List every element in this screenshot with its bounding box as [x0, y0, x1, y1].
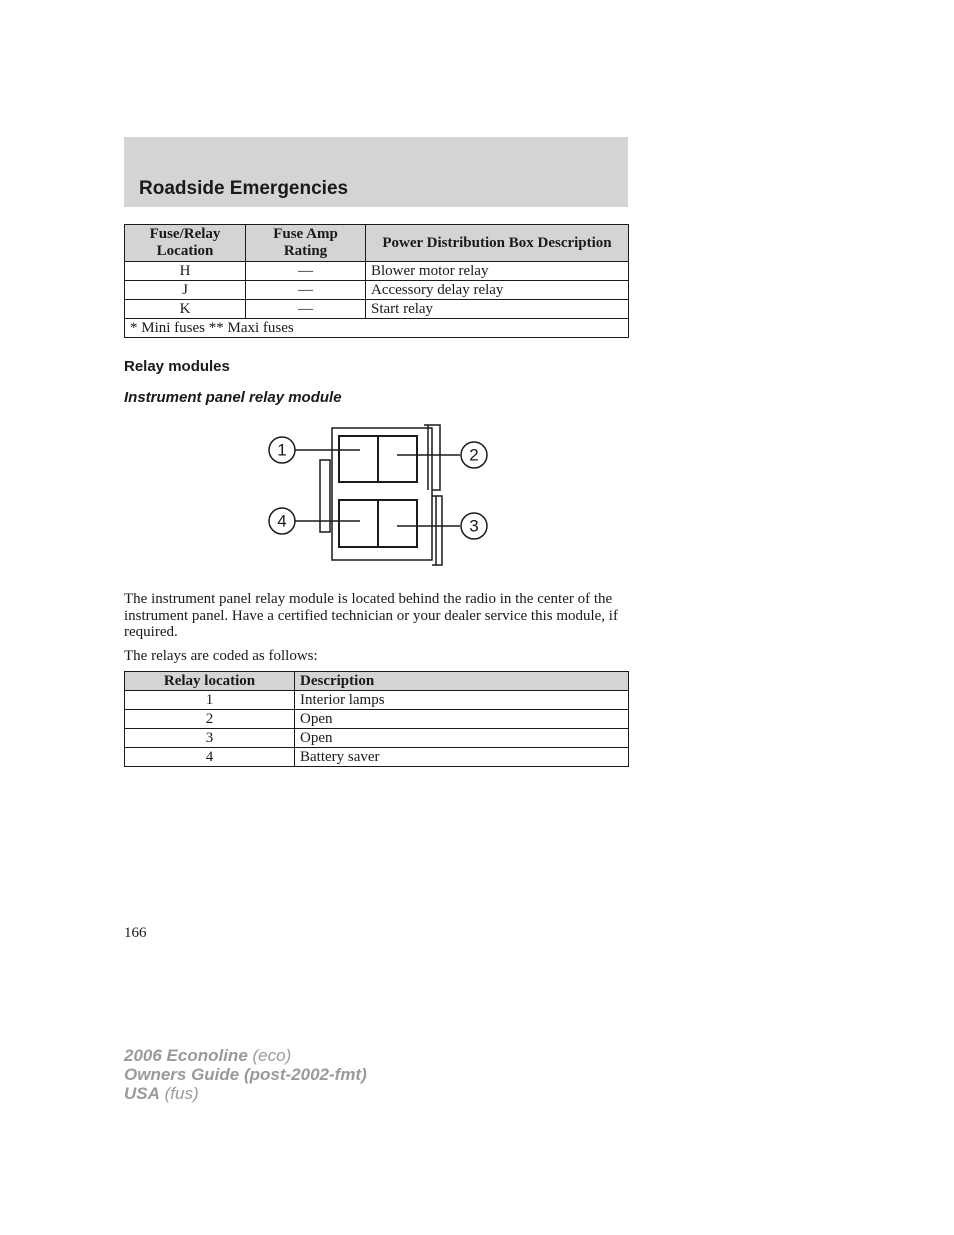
fuse-location-cell: H	[125, 262, 246, 281]
relay-location-cell: 3	[125, 729, 295, 748]
relay-coding-intro: The relays are coded as follows:	[124, 648, 318, 664]
callout-label-2: 2	[469, 445, 479, 465]
relay-description-cell: Battery saver	[295, 748, 629, 767]
section-header-band	[124, 137, 628, 207]
relay-description-cell: Open	[295, 710, 629, 729]
table-row	[125, 729, 629, 748]
relay-module-location-paragraph: The instrument panel relay module is located behind the radio in the center of the instrument panel. Have a certified technician or your dealer service this module, if required.	[124, 591, 618, 640]
footer-market-code: (fus)	[164, 1084, 199, 1103]
fuse-location-cell: K	[125, 300, 246, 319]
fuse-table	[124, 224, 629, 338]
fuse-description-cell: Start relay	[366, 300, 629, 319]
fuse-table-header-row	[125, 225, 629, 262]
fuse-table-header-description: Power Distribution Box Description	[366, 225, 629, 262]
table-row	[125, 281, 629, 300]
fuse-rating-cell: —	[246, 300, 366, 319]
fuse-rating-cell: —	[246, 262, 366, 281]
fuse-description-cell: Accessory delay relay	[366, 281, 629, 300]
fuse-table-header-location: Fuse/Relay Location	[125, 225, 246, 262]
callout-label-1: 1	[277, 440, 287, 460]
fuse-table-header-rating: Fuse Amp Rating	[246, 225, 366, 262]
footer-line-1	[124, 1046, 367, 1065]
right-bottom-bracket	[432, 496, 442, 565]
table-row	[125, 691, 629, 710]
relay-location-cell: 1	[125, 691, 295, 710]
section-title: Roadside Emergencies	[139, 178, 349, 199]
table-row	[125, 748, 629, 767]
relay-location-cell: 2	[125, 710, 295, 729]
footer-line-2	[124, 1065, 367, 1084]
footer-model-code: (eco)	[252, 1046, 292, 1065]
callout-label-4: 4	[277, 511, 287, 531]
page-number: 166	[124, 925, 147, 941]
relay-module-diagram	[264, 420, 494, 570]
fuse-table-footnote: * Mini fuses ** Maxi fuses	[125, 319, 629, 338]
instrument-panel-relay-module-heading: Instrument panel relay module	[124, 389, 342, 406]
document-footer	[124, 1046, 367, 1103]
relay-modules-heading: Relay modules	[124, 358, 230, 375]
relay-table-header-location: Relay location	[125, 672, 295, 691]
footer-line-3	[124, 1084, 367, 1103]
callout-label-3: 3	[469, 516, 479, 536]
relay-table-header-row	[125, 672, 629, 691]
relay-description-cell: Interior lamps	[295, 691, 629, 710]
table-row	[125, 262, 629, 281]
relay-table	[124, 671, 629, 767]
fuse-description-cell: Blower motor relay	[366, 262, 629, 281]
fuse-location-cell: J	[125, 281, 246, 300]
fuse-rating-cell: —	[246, 281, 366, 300]
fuse-table-footnote-row	[125, 319, 629, 338]
footer-guide: Owners Guide (post-2002-fmt)	[124, 1065, 367, 1084]
table-row	[125, 300, 629, 319]
relay-table-header-description: Description	[295, 672, 629, 691]
relay-location-cell: 4	[125, 748, 295, 767]
relay-description-cell: Open	[295, 729, 629, 748]
table-row	[125, 710, 629, 729]
footer-market: USA	[124, 1084, 160, 1103]
footer-model: 2006 Econoline	[124, 1046, 248, 1065]
